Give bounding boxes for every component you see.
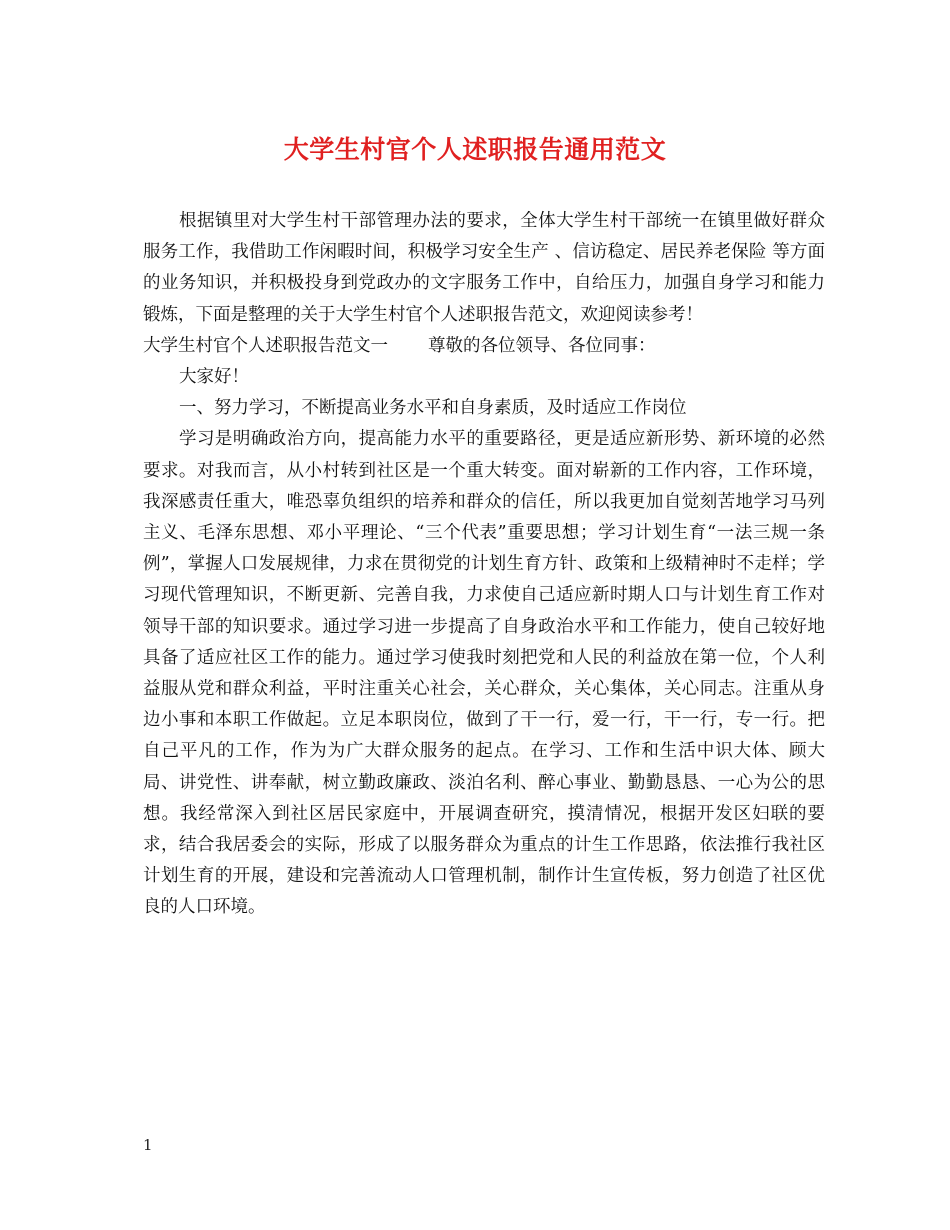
intro-paragraph: 根据镇里对大学生村干部管理办法的要求，全体大学生村干部统一在镇里做好群众服务工作，我借助工作闲暇时间，积极学习安全生产 、信访稳定、居民养老保险 等方面的业务知识，并积极投身到党政办的文字服务工作中，自给压力，加强自身学习和能力锻炼，下面是整理的关于大学生村官个人述职报告范文，欢迎阅读参考！	[143, 211, 825, 325]
document-title: 大学生村官个人述职报告通用范文	[283, 135, 667, 164]
page-number: 1	[143, 1136, 153, 1154]
section-label-line	[143, 331, 825, 362]
salutation: 尊敬的各位领导、各位同事：	[428, 335, 656, 356]
document-body	[143, 206, 825, 924]
section-heading: 一、努力学习，不断提高业务水平和自身素质，及时适应工作岗位	[179, 398, 687, 419]
body-paragraph: 学习是明确政治方向，提高能力水平的重要路径，更是适应新形势、新环境的必然要求。对我而言，从小村转到社区是一个重大转变。面对崭新的工作内容，工作环境，我深感责任重大，唯恐辜负组织的培养和群众的信任，所以我更加自觉刻苦地学习马列主义、毛泽东思想、邓小平理论、“三个代表”重要思想；学习计划生育“一法三规一条例”，掌握人口发展规律，力求在贯彻党的计划生育方针、政策和上级精神时不走样；学习现代管理知识，不断更新、完善自我，力求使自己适应新时期人口与计划生育工作对领导干部的知识要求。通过学习进一步提高了自身政治水平和工作能力，使自己较好地具备了适应社区工作的能力。通过学习使我时刻把党和人民的利益放在第一位，个人利益服从党和群众利益，平时注重关心社会，关心群众，关心集体，关心同志。注重从身边小事和本职工作做起。立足本职岗位，做到了干一行，爱一行，干一行，专一行。把自己平凡的工作，作为为广大群众服务的起点。在学习、工作和生活中识大体、顾大局、讲党性、讲奉献，树立勤政廉政、淡泊名利、醉心事业、勤勤恳恳、一心为公的思想。我经常深入到社区居民家庭中，开展调查研究，摸清情况，根据开发区妇联的要求，结合我居委会的实际，形成了以服务群众为重点的计生工作思路，依法推行我社区计划生育的开展，建设和完善流动人口管理机制，制作计生宣传板，努力创造了社区优良的人口环境。	[143, 429, 825, 918]
greeting: 大家好！	[179, 367, 249, 388]
section-label: 大学生村官个人述职报告范文一	[143, 335, 388, 356]
